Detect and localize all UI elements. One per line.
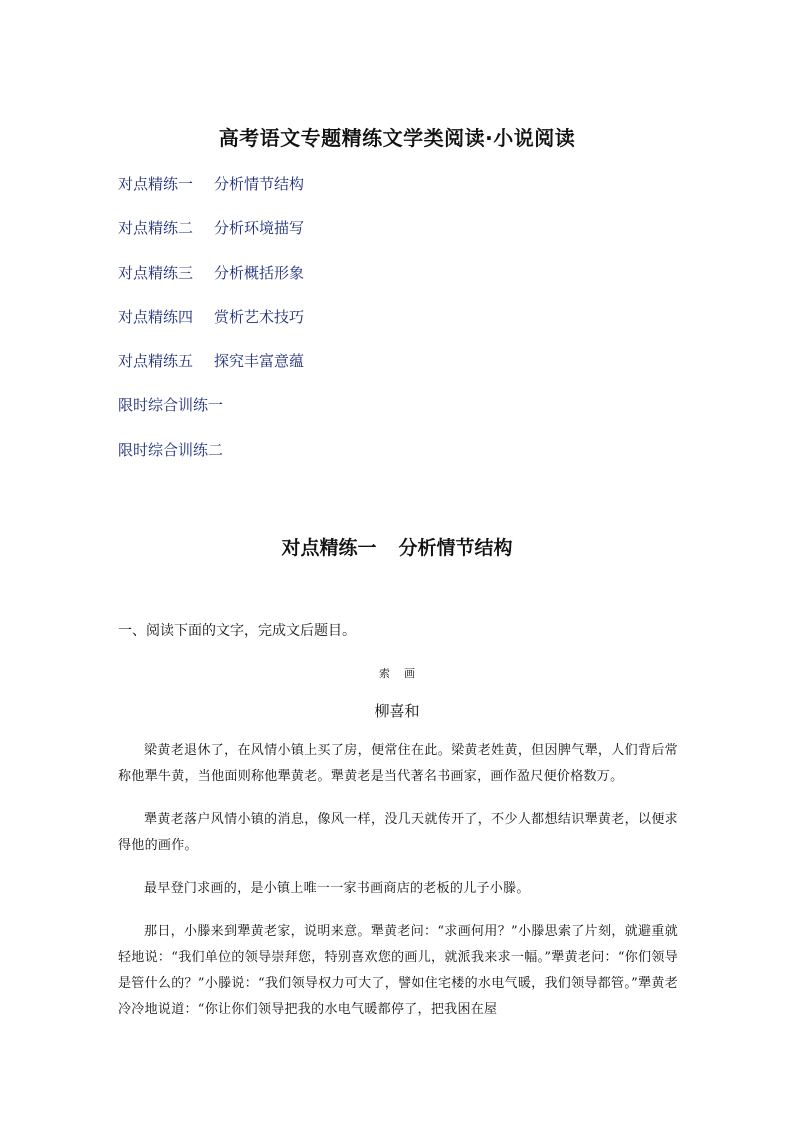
toc-item-label: 赏析艺术技巧 [214, 307, 305, 326]
story-author: 柳喜和 [374, 702, 420, 720]
toc-link-6[interactable] [118, 391, 678, 419]
section-heading [0, 533, 794, 560]
toc-item-label: 分析环境描写 [214, 219, 305, 238]
toc-item-label: 分析概括形象 [214, 263, 305, 282]
story-body [118, 738, 678, 1040]
toc-link-1[interactable] [118, 170, 678, 198]
toc-item-label: 分析情节结构 [214, 175, 305, 193]
story-title: 索画 [379, 667, 429, 680]
toc-link-2[interactable] [118, 214, 678, 242]
story-paragraph-1: 梁黄老退休了，在风情小镇上买了房，便常住在此。梁黄老姓黄，但因脾气犟，人们背后常称他犟牛黄，当他面则称他犟黄老。犟黄老是当代著名书画家，画作盈尺便价格数万。 [118, 743, 678, 784]
table-of-contents [118, 170, 678, 480]
story-paragraph-4: 那日，小滕来到犟黄老家，说明来意。犟黄老问：“求画何用？”小滕思索了片刻，就避重就轻地说：“我们单位的领导崇拜您，特别喜欢您的画儿，就派我来求一幅。”犟黄老问：“你们领导是管什么的？”小滕说：“我们领导权力可大了，譬如住宅楼的水电气暖，我们领导都管。”犟黄老冷冷地说道：“你让你们领导把我的水电气暖都停了，把我困在屋 [118, 924, 678, 1017]
toc-link-3[interactable] [118, 259, 678, 287]
question-instruction: 一、阅读下面的文字，完成文后题目。 [118, 623, 356, 639]
toc-item-number: 限时综合训练一 [118, 396, 224, 415]
toc-item-label: 探究丰富意蕴 [214, 352, 305, 371]
toc-item-number: 对点精练四 [118, 307, 194, 326]
toc-item-number: 对点精练一 [118, 175, 194, 193]
toc-link-5[interactable] [118, 347, 678, 375]
document-title: 高考语文专题精练文学类阅读·小说阅读 [218, 126, 576, 150]
toc-item-number: 对点精练五 [118, 352, 194, 371]
toc-item-number: 对点精练三 [118, 263, 194, 282]
story-paragraph-3: 最早登门求画的，是小镇上唯一一家书画商店的老板的儿子小滕。 [144, 881, 530, 896]
section-number: 对点精练一 [281, 537, 377, 559]
toc-link-4[interactable] [118, 303, 678, 331]
section-label: 分析情节结构 [398, 537, 513, 559]
toc-item-number: 限时综合训练二 [118, 440, 224, 459]
toc-link-7[interactable] [118, 436, 678, 464]
story-paragraph-2: 犟黄老落户风情小镇的消息，像风一样，没几天就传开了，不少人都想结识犟黄老，以便求得他的画作。 [118, 812, 678, 853]
toc-item-number: 对点精练二 [118, 219, 194, 238]
